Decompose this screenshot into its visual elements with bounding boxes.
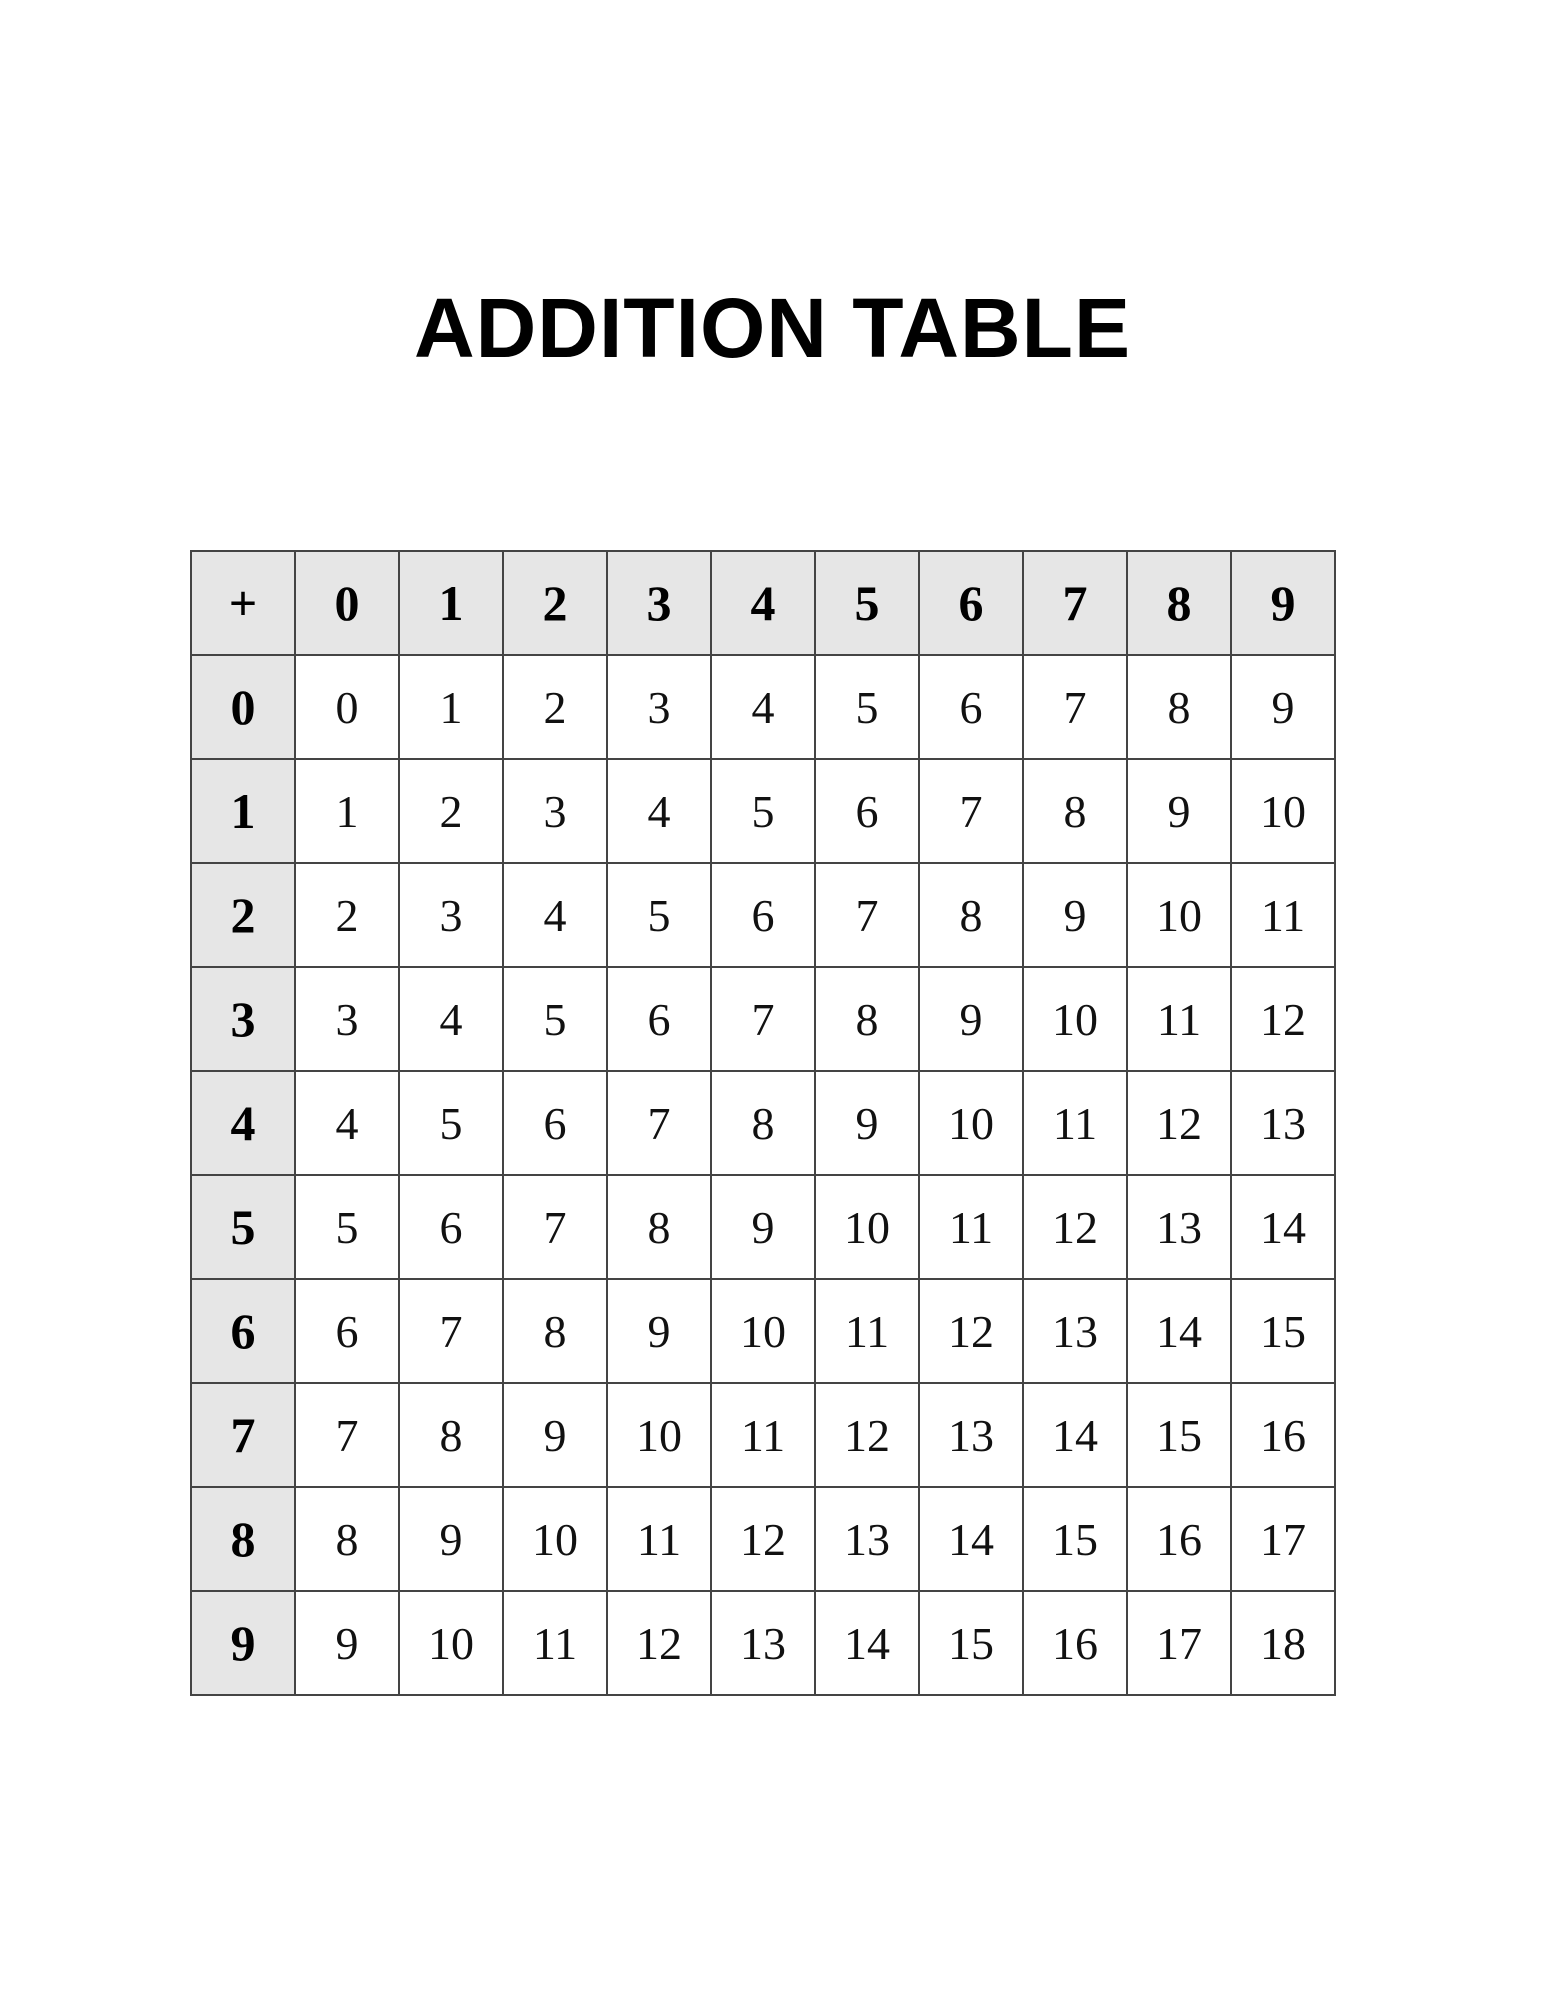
sum-cell: 11 — [503, 1591, 607, 1695]
sum-cell: 9 — [1127, 759, 1231, 863]
sum-cell: 3 — [607, 655, 711, 759]
sum-cell: 5 — [607, 863, 711, 967]
table-row — [191, 1071, 1335, 1175]
sum-cell: 9 — [1231, 655, 1335, 759]
sum-cell: 15 — [919, 1591, 1023, 1695]
row-header: 1 — [191, 759, 295, 863]
sum-cell: 15 — [1231, 1279, 1335, 1383]
sum-cell: 10 — [1023, 967, 1127, 1071]
sum-cell: 9 — [711, 1175, 815, 1279]
table-row — [191, 967, 1335, 1071]
sum-cell: 7 — [1023, 655, 1127, 759]
sum-cell: 5 — [503, 967, 607, 1071]
sum-cell: 12 — [1231, 967, 1335, 1071]
sum-cell: 4 — [503, 863, 607, 967]
sum-cell: 4 — [295, 1071, 399, 1175]
sum-cell: 6 — [815, 759, 919, 863]
sum-cell: 12 — [1023, 1175, 1127, 1279]
column-header: 8 — [1127, 551, 1231, 655]
sum-cell: 14 — [1023, 1383, 1127, 1487]
sum-cell: 14 — [1127, 1279, 1231, 1383]
sum-cell: 5 — [399, 1071, 503, 1175]
sum-cell: 9 — [815, 1071, 919, 1175]
row-header: 7 — [191, 1383, 295, 1487]
sum-cell: 5 — [295, 1175, 399, 1279]
table-row — [191, 655, 1335, 759]
sum-cell: 17 — [1231, 1487, 1335, 1591]
column-header: 3 — [607, 551, 711, 655]
table-row — [191, 863, 1335, 967]
sum-cell: 10 — [815, 1175, 919, 1279]
sum-cell: 11 — [711, 1383, 815, 1487]
sum-cell: 8 — [607, 1175, 711, 1279]
column-header: 4 — [711, 551, 815, 655]
table-row — [191, 759, 1335, 863]
sum-cell: 7 — [919, 759, 1023, 863]
column-header-row — [191, 551, 1335, 655]
sum-cell: 8 — [711, 1071, 815, 1175]
sum-cell: 14 — [919, 1487, 1023, 1591]
column-header: 9 — [1231, 551, 1335, 655]
sum-cell: 5 — [711, 759, 815, 863]
column-header: 1 — [399, 551, 503, 655]
sum-cell: 9 — [1023, 863, 1127, 967]
sum-cell: 7 — [399, 1279, 503, 1383]
addition-table — [190, 550, 1336, 1696]
sum-cell: 11 — [1127, 967, 1231, 1071]
sum-cell: 8 — [503, 1279, 607, 1383]
sum-cell: 11 — [1023, 1071, 1127, 1175]
sum-cell: 4 — [399, 967, 503, 1071]
sum-cell: 3 — [503, 759, 607, 863]
sum-cell: 16 — [1231, 1383, 1335, 1487]
column-header: 7 — [1023, 551, 1127, 655]
sum-cell: 7 — [815, 863, 919, 967]
sum-cell: 12 — [919, 1279, 1023, 1383]
sum-cell: 7 — [503, 1175, 607, 1279]
sum-cell: 7 — [607, 1071, 711, 1175]
row-header: 6 — [191, 1279, 295, 1383]
sum-cell: 2 — [503, 655, 607, 759]
sum-cell: 8 — [399, 1383, 503, 1487]
sum-cell: 10 — [1231, 759, 1335, 863]
column-header: 6 — [919, 551, 1023, 655]
sum-cell: 8 — [1127, 655, 1231, 759]
sum-cell: 9 — [919, 967, 1023, 1071]
row-header: 4 — [191, 1071, 295, 1175]
sum-cell: 13 — [1127, 1175, 1231, 1279]
sum-cell: 1 — [295, 759, 399, 863]
sum-cell: 16 — [1023, 1591, 1127, 1695]
sum-cell: 10 — [503, 1487, 607, 1591]
table-row — [191, 1175, 1335, 1279]
sum-cell: 5 — [815, 655, 919, 759]
sum-cell: 9 — [607, 1279, 711, 1383]
sum-cell: 13 — [1023, 1279, 1127, 1383]
sum-cell: 10 — [399, 1591, 503, 1695]
sum-cell: 10 — [607, 1383, 711, 1487]
table-row — [191, 1487, 1335, 1591]
sum-cell: 0 — [295, 655, 399, 759]
sum-cell: 7 — [295, 1383, 399, 1487]
sum-cell: 13 — [919, 1383, 1023, 1487]
sum-cell: 3 — [399, 863, 503, 967]
table-row — [191, 1383, 1335, 1487]
sum-cell: 11 — [919, 1175, 1023, 1279]
row-header: 5 — [191, 1175, 295, 1279]
sum-cell: 15 — [1127, 1383, 1231, 1487]
sum-cell: 6 — [503, 1071, 607, 1175]
table-row — [191, 1279, 1335, 1383]
sum-cell: 15 — [1023, 1487, 1127, 1591]
row-header: 0 — [191, 655, 295, 759]
row-header: 2 — [191, 863, 295, 967]
sum-cell: 12 — [711, 1487, 815, 1591]
sum-cell: 8 — [295, 1487, 399, 1591]
sum-cell: 11 — [815, 1279, 919, 1383]
column-header: 5 — [815, 551, 919, 655]
sum-cell: 3 — [295, 967, 399, 1071]
sum-cell: 8 — [1023, 759, 1127, 863]
row-header: 9 — [191, 1591, 295, 1695]
sum-cell: 14 — [1231, 1175, 1335, 1279]
sum-cell: 16 — [1127, 1487, 1231, 1591]
sum-cell: 6 — [295, 1279, 399, 1383]
sum-cell: 14 — [815, 1591, 919, 1695]
sum-cell: 18 — [1231, 1591, 1335, 1695]
sum-cell: 8 — [815, 967, 919, 1071]
sum-cell: 9 — [399, 1487, 503, 1591]
sum-cell: 12 — [1127, 1071, 1231, 1175]
sum-cell: 2 — [295, 863, 399, 967]
sum-cell: 17 — [1127, 1591, 1231, 1695]
sum-cell: 13 — [815, 1487, 919, 1591]
sum-cell: 6 — [711, 863, 815, 967]
sum-cell: 12 — [815, 1383, 919, 1487]
table-body — [191, 655, 1335, 1695]
sum-cell: 2 — [399, 759, 503, 863]
sum-cell: 6 — [607, 967, 711, 1071]
sum-cell: 10 — [711, 1279, 815, 1383]
sum-cell: 12 — [607, 1591, 711, 1695]
sum-cell: 9 — [295, 1591, 399, 1695]
sum-cell: 7 — [711, 967, 815, 1071]
page-title: ADDITION TABLE — [413, 281, 1132, 375]
sum-cell: 4 — [711, 655, 815, 759]
sum-cell: 8 — [919, 863, 1023, 967]
row-header: 3 — [191, 967, 295, 1071]
sum-cell: 6 — [919, 655, 1023, 759]
sum-cell: 11 — [1231, 863, 1335, 967]
table-row — [191, 1591, 1335, 1695]
column-header: 0 — [295, 551, 399, 655]
sum-cell: 10 — [1127, 863, 1231, 967]
sum-cell: 4 — [607, 759, 711, 863]
sum-cell: 1 — [399, 655, 503, 759]
sum-cell: 13 — [711, 1591, 815, 1695]
row-header: 8 — [191, 1487, 295, 1591]
sum-cell: 6 — [399, 1175, 503, 1279]
corner-cell: + — [191, 551, 295, 655]
sum-cell: 13 — [1231, 1071, 1335, 1175]
column-header: 2 — [503, 551, 607, 655]
sum-cell: 10 — [919, 1071, 1023, 1175]
sum-cell: 11 — [607, 1487, 711, 1591]
sum-cell: 9 — [503, 1383, 607, 1487]
